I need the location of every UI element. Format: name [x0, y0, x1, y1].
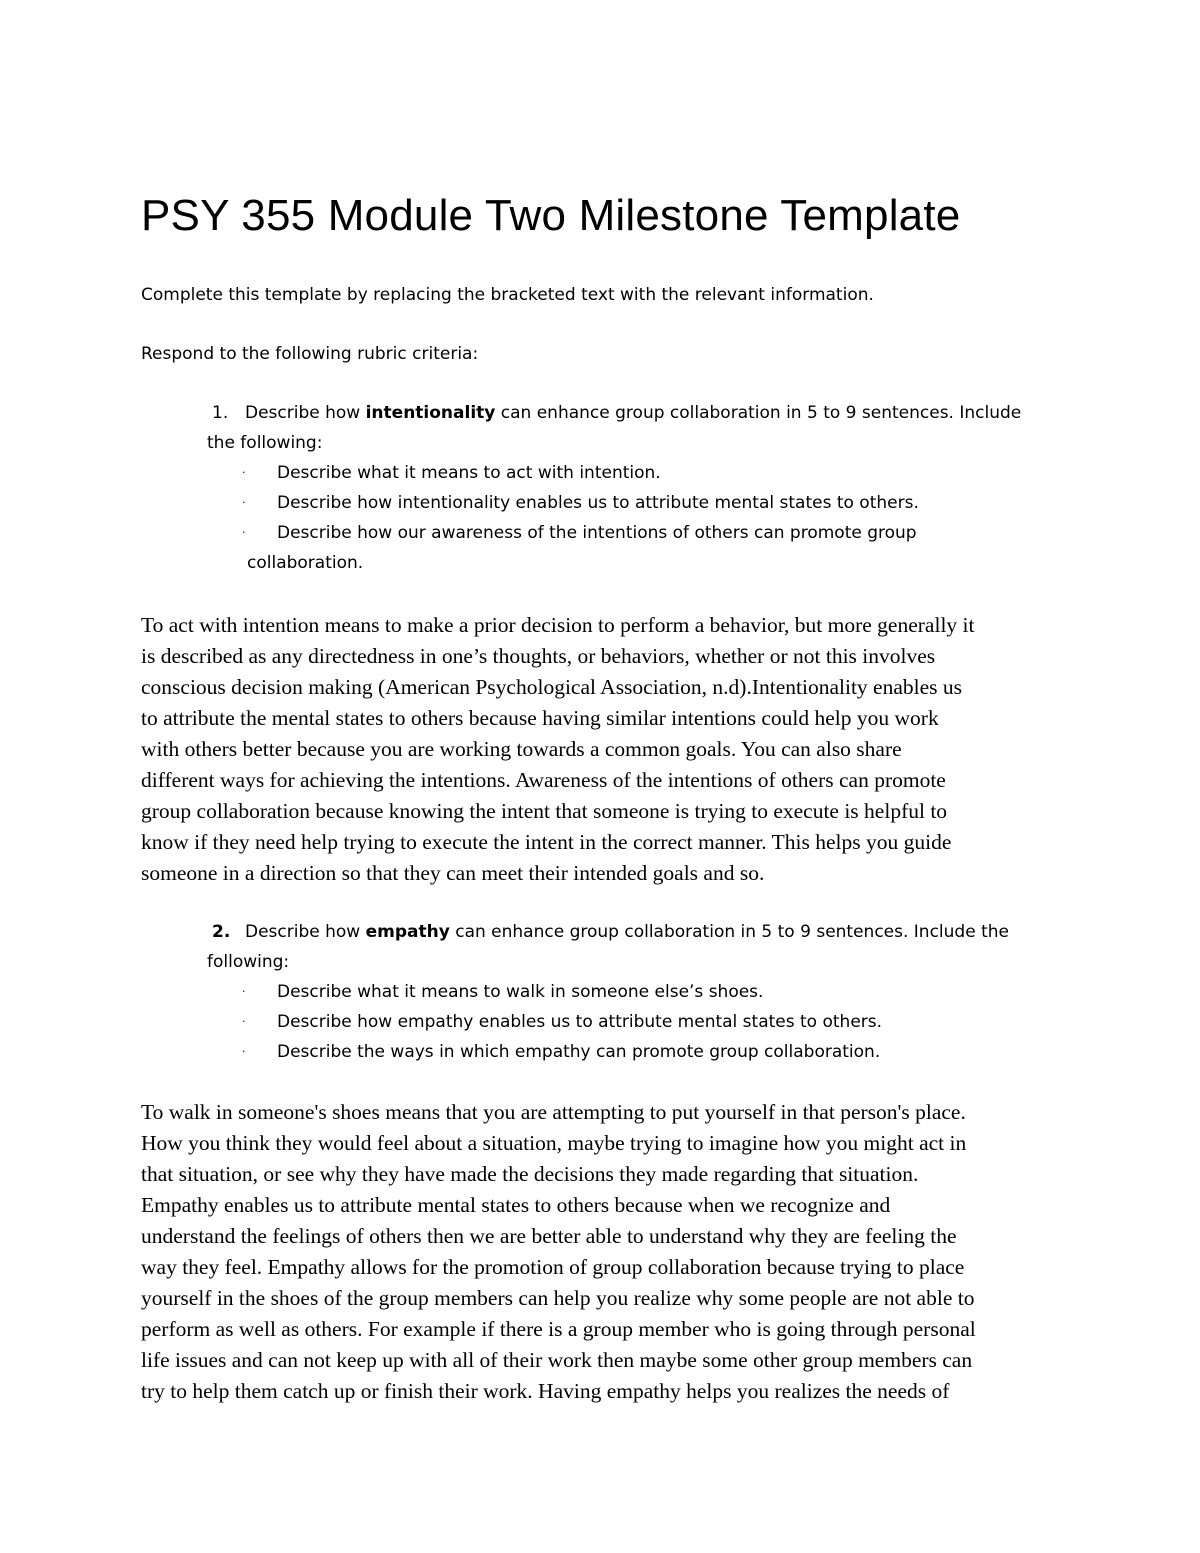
- answer-line: yourself in the shoes of the group members can help you realize why some people are not able to: [141, 1286, 975, 1310]
- criterion-1-prompt-pre: Describe how: [245, 403, 366, 423]
- criterion-1-number: 1.: [212, 403, 229, 423]
- answer-line: group collaboration because knowing the intent that someone is trying to execute is helpful to: [141, 799, 948, 823]
- criterion-1-keyword: intentionality: [365, 403, 496, 423]
- criterion-1-bullets: [212, 458, 1052, 548]
- bullet-item: · Describe how our awareness of the intentions of others can promote group: [242, 518, 1052, 548]
- answer-line: To act with intention means to make a prior decision to perform a behavior, but more generally it: [141, 613, 975, 637]
- bullet-dot-icon: ·: [242, 526, 246, 539]
- criterion-2-answer: [141, 1097, 1061, 1407]
- answer-line: different ways for achieving the intentions. Awareness of the intentions of others can promote: [141, 768, 946, 792]
- criterion-2-prompt-pre: Describe how: [245, 922, 366, 942]
- criterion-2-prompt: [207, 917, 1052, 1067]
- answer-line: to attribute the mental states to others because having similar intentions could help you work: [141, 706, 939, 730]
- bullet-item: · Describe how empathy enables us to attribute mental states to others.: [242, 1007, 1052, 1037]
- criterion-2-heading: [212, 917, 1052, 947]
- instruction-text: Complete this template by replacing the bracketed text with the relevant information.: [141, 285, 874, 305]
- criterion-1-prompt: [207, 398, 1052, 578]
- answer-line: Empathy enables us to attribute mental states to others because when we recognize and: [141, 1193, 891, 1217]
- criterion-1-prompt-post: can enhance group collaboration in 5 to 9 sentences. Include: [495, 403, 1022, 423]
- criterion-1-prompt-line2: the following:: [207, 433, 323, 453]
- criterion-2-prompt-line2: following:: [207, 952, 290, 972]
- answer-line: How you think they would feel about a situation, maybe trying to imagine how you might act in: [141, 1131, 967, 1155]
- answer-line: that situation, or see why they have made the decisions they made regarding that situation.: [141, 1162, 919, 1186]
- answer-line: perform as well as others. For example if there is a group member who is going through personal: [141, 1317, 976, 1341]
- criterion-2-number: 2.: [212, 922, 231, 942]
- respond-text: Respond to the following rubric criteria:: [141, 344, 479, 364]
- criterion-2-prompt-post: can enhance group collaboration in 5 to 9 sentences. Include the: [449, 922, 1009, 942]
- answer-line: someone in a direction so that they can meet their intended goals and so.: [141, 861, 765, 885]
- bullet-continuation: collaboration.: [247, 553, 364, 573]
- criterion-1-heading: [212, 398, 1052, 428]
- answer-line: with others better because you are working towards a common goals. You can also share: [141, 737, 902, 761]
- bullet-item: · Describe what it means to walk in someone else’s shoes.: [242, 977, 1052, 1007]
- page-title: PSY 355 Module Two Milestone Template: [141, 191, 961, 240]
- criterion-1-answer: [141, 610, 1061, 889]
- bullet-dot-icon: ·: [242, 985, 246, 998]
- bullet-dot-icon: ·: [242, 1015, 246, 1028]
- bullet-item: · Describe how intentionality enables us to attribute mental states to others.: [242, 488, 1052, 518]
- bullet-dot-icon: ·: [242, 496, 246, 509]
- answer-line: is described as any directedness in one’s thoughts, or behaviors, whether or not this involves: [141, 644, 936, 668]
- answer-line: try to help them catch up or finish their work. Having empathy helps you realizes the needs of: [141, 1379, 950, 1403]
- answer-line: know if they need help trying to execute the intent in the correct manner. This helps you guide: [141, 830, 952, 854]
- answer-line: conscious decision making (American Psychological Association, n.d).Intentionality enables us: [141, 675, 963, 699]
- bullet-dot-icon: ·: [242, 466, 246, 479]
- bullet-dot-icon: ·: [242, 1045, 246, 1058]
- criterion-2-keyword: empathy: [365, 922, 450, 942]
- answer-line: life issues and can not keep up with all of their work then maybe some other group members can: [141, 1348, 973, 1372]
- bullet-item: · Describe what it means to act with intention.: [242, 458, 1052, 488]
- answer-line: understand the feelings of others then we are better able to understand why they are feeling the: [141, 1224, 957, 1248]
- answer-line: To walk in someone's shoes means that you are attempting to put yourself in that person's place.: [141, 1100, 966, 1124]
- answer-line: way they feel. Empathy allows for the promotion of group collaboration because trying to place: [141, 1255, 965, 1279]
- bullet-item: · Describe the ways in which empathy can promote group collaboration.: [242, 1037, 1052, 1067]
- criterion-2-bullets: [212, 977, 1052, 1067]
